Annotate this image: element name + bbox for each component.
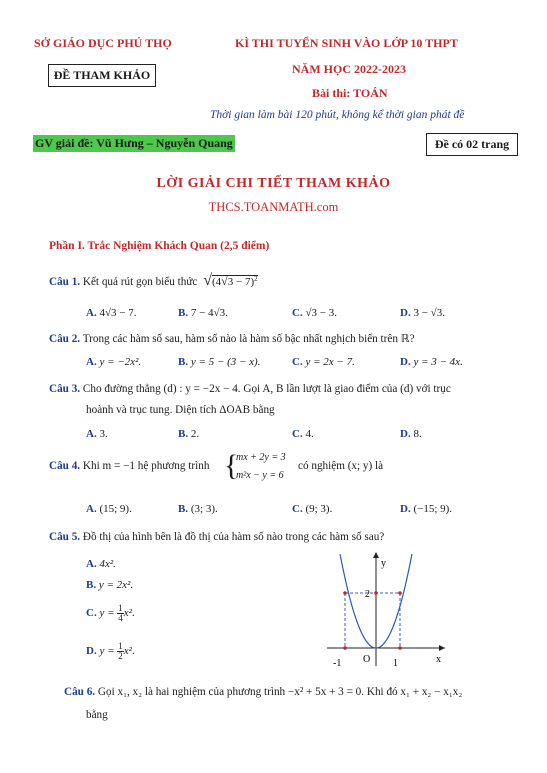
q4-option-b[interactable]: B. (3; 3). [178,503,218,515]
question-4: Câu 4. Khi m = −1 hệ phương trình [49,460,210,472]
question-4-tail: có nghiệm (x; y) là [298,460,384,472]
question-6: Câu 6. Gọi x₁, x₂ là hai nghiệm của phương trình −x² + 5x + 3 = 0. Khi đó x₁ + x₂ − x₁x₂ [64,686,463,698]
point-pos1 [398,646,402,650]
q2-option-d[interactable]: D. y = 3 − 4x. [400,356,463,368]
school-year: NĂM HỌC 2022-2023 [292,62,406,76]
q1-expression: $√(4√3 - 7)^2$ [203,272,258,289]
subject: Bài thi: TOÁN [312,86,388,100]
department: SỞ GIÁO DỤC PHÚ THỌ [34,36,172,50]
q5-option-b[interactable]: B. y = 2x². [86,579,134,591]
q3-option-b[interactable]: B. 2. [178,428,200,440]
system-eq2: m²x − y = 6 [236,470,284,481]
origin-label: O [363,654,371,665]
question-3: Câu 3. Cho đường thẳng (d) : y = −2x − 4. Gọi A, B lần lượt là giao điểm của (d) với trục [49,383,451,395]
q5-option-a[interactable]: A. 4x². [86,558,116,570]
q2-option-a[interactable]: A. y = −2x². [86,356,142,368]
x-label: x [436,654,441,665]
y-axis-arrow [373,552,379,558]
question-5: Câu 5. Đồ thị của hình bên là đồ thị của hàm số nào trong các hàm số sau? [49,531,385,543]
q4-option-a[interactable]: A. (15; 9). [86,503,132,515]
parabola-graph [325,548,450,672]
q4-option-d[interactable]: D. (−15; 9). [400,503,453,515]
question-1 [49,272,258,290]
q3-option-a[interactable]: A. 3. [86,428,108,440]
part1-heading: Phần I. Trắc Nghiệm Khách Quan (2,5 điểm) [49,240,270,252]
question-label: Câu 1. [49,276,81,288]
question-3-line2: hoành và trục tung. Diện tích ΔOAB bằng [86,404,275,416]
x-axis-arrow [439,645,445,651]
point-neg1 [343,646,347,650]
question-text: Kết quả rút gọn biểu thức [82,276,198,288]
q1-option-d[interactable]: D. 3 − √3. [400,307,445,319]
tick-y2: 2 [365,589,370,600]
q1-option-c[interactable]: C. √3 − 3. [292,307,337,319]
teachers: GV giải đề: Vũ Hưng – Nguyễn Quang [35,136,233,150]
y-label: y [381,558,386,569]
exam-title: KÌ THI TUYỂN SINH VÀO LỚP 10 THPT [235,36,458,50]
point-left [343,591,347,595]
q1-option-a[interactable]: A. 4√3 − 7. [86,307,137,319]
tick-neg1: -1 [333,658,342,669]
q5-option-d[interactable]: D. y = $\frac{1}{2}$ x². [86,641,135,661]
tick-pos1: 1 [393,658,398,669]
q3-option-c[interactable]: C. 4. [292,428,314,440]
point-y2 [374,591,378,595]
q2-option-b[interactable]: B. y = 5 − (3 − x). [178,356,261,368]
system-eq1: mx + 2y = 3 [236,452,286,463]
q5-option-c[interactable]: C. y = $\frac{1}{4}$ x². [86,603,135,623]
q4-option-c[interactable]: C. (9; 3). [292,503,333,515]
page-title: LỜI GIẢI CHI TIẾT THAM KHẢO [156,176,391,191]
q3-option-d[interactable]: D. 8. [400,428,422,440]
reference-label: ĐỀ THAM KHẢO [48,64,156,87]
point-right [398,591,402,595]
question-2: Câu 2. Trong các hàm số sau, hàm số nào là hàm số bậc nhất nghịch biến trên ℝ? [49,333,415,345]
question-6-line2: bằng [86,709,108,721]
pages-note: Đề có 02 trang [426,133,518,156]
time-note: Thời gian làm bài 120 phút, không kể thời gian phát đề [210,109,465,121]
website: THCS.TOANMATH.com [208,200,339,214]
q2-option-c[interactable]: C. y = 2x − 7. [292,356,355,368]
system-brace: { [224,449,239,482]
q1-option-b[interactable]: B. 7 − 4√3. [178,307,228,319]
